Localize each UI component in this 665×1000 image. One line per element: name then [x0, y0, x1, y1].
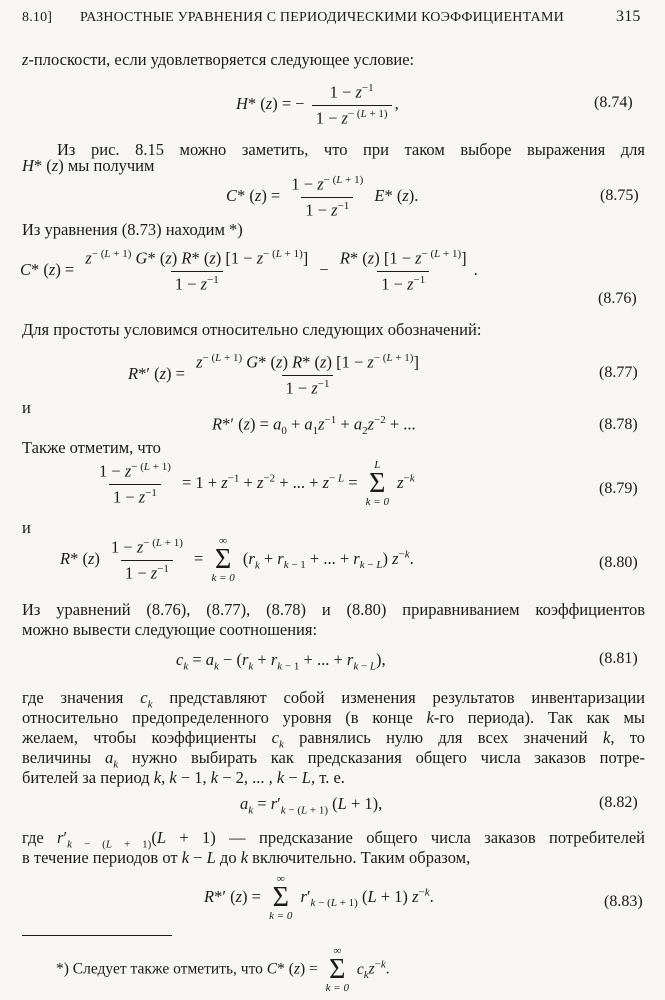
equation-8-82: $a_k = r'_{k - (L + 1)}$ (L + 1),: [240, 794, 383, 817]
footnote-rule: [22, 935, 172, 936]
equation-8-80: R* (z) $\frac{1 - z^{- (L + 1)}}{1 - z^{-1}}$ = ∞ Σ k = 0 ($r_k + r_{k - 1}$ + ... + $r_{k - L}$) $z^{-k}$.: [60, 535, 414, 584]
paragraph-z-plane: z-плоскости, если удовлетворяется следующее условие:: [22, 50, 415, 69]
equation-number-8-74: (8.74): [594, 94, 633, 111]
equation-8-74: H* (z) = − $\frac{1 - z^{-1}}{1 - z^{- (L + 1)}}$ ,: [236, 82, 399, 127]
paragraph-figure-line2: H* (z) мы получим: [22, 156, 155, 175]
paragraph-equate-line2: можно вывести следующие соотношения:: [22, 620, 318, 639]
paragraph-also-note: Также отметим, что: [22, 438, 161, 457]
equation-8-76: C* (z) = $\frac{z^{- (L + 1)} G* (z) R* (z) [1 - z^{- (L + 1)}]}{1 - z^{-1}}$ − $\frac{R* (z) [1 - z^{- (L + 1)}]}{1 - z^{-1}}$ .: [20, 248, 478, 293]
conjunction-and-1: и: [22, 398, 31, 417]
paragraph-values-line5: бителей за период k, k − 1, k − 2, ... , k − L, т. е.: [22, 768, 345, 787]
paragraph-notation: Для простоты условимся относительно следующих обозначений:: [22, 320, 482, 339]
equation-number-8-78: (8.78): [599, 416, 638, 433]
equation-number-8-80: (8.80): [599, 554, 638, 571]
equation-8-77: R*′ (z) = $\frac{z^{- (L + 1)} G* (z) R* (z) [1 - z^{- (L + 1)}]}{1 - z^{-1}}$: [128, 352, 419, 397]
paragraph-values-line2: относительно предопределенного уровня (в конце k-го периода). Так как мы: [22, 708, 645, 727]
equation-number-8-83: (8.83): [604, 893, 643, 910]
paragraph-values-line1: где значения $c_k$ представляют собой изменения результатов инвентаризации: [22, 688, 645, 711]
equation-8-78: R*′ $(z) = a_0 + a_1z^{-1} + a_2z^{-2}$ + ...: [212, 414, 416, 437]
section-number: 8.10]: [22, 10, 53, 25]
equation-8-79: $\frac{1 - z^{- (L + 1)}}{1 - z^{-1}}$ = $1 + z^{-1} + z^{-2}$ + ... + $z^{- L}$ = L Σ k = 0 $z^{-k}$: [99, 459, 415, 508]
conjunction-and-2: и: [22, 518, 31, 537]
page-number: 315: [616, 8, 641, 25]
equation-8-75: C* (z) = $\frac{1 - z^{- (L + 1)}}{1 - z^{-1}}$ E* (z).: [226, 174, 419, 219]
equation-number-8-75: (8.75): [600, 187, 639, 204]
equation-number-8-77: (8.77): [599, 364, 638, 381]
equation-number-8-79: (8.79): [599, 480, 638, 497]
paragraph-values-line3: желаем, чтобы коэффициенты $c_k$ равнялись нулю для всех значений k, то: [22, 728, 645, 751]
equation-number-8-82: (8.82): [599, 794, 638, 811]
paragraph-equate-line1: Из уравнений (8.76), (8.77), (8.78) и (8.80) приравниванием коэффициентов: [22, 600, 645, 619]
footnote: *) Следует также отметить, что C* (z) = ∞ Σ k = 0 $c_kz^{-k}$.: [56, 945, 390, 994]
paragraph-from-eq-8-73: Из уравнения (8.73) находим *): [22, 220, 243, 239]
equation-8-81: $c_k = a_k - (r_k + r_{k - 1}$ + ... + $r_{k - L}$),: [176, 650, 386, 673]
equation-number-8-76: (8.76): [598, 290, 637, 307]
paragraph-figure-line1: Из рис. 8.15 можно заметить, что при таком выборе выражения для: [57, 140, 645, 159]
running-title: РАЗНОСТНЫЕ УРАВНЕНИЯ С ПЕРИОДИЧЕСКИМИ КОЭФФИЦИЕНТАМИ: [80, 10, 564, 25]
paragraph-values-line4: величины $a_k$ нужно выбирать как предсказания общего числа заказов потре-: [22, 748, 645, 771]
equation-8-83: R*′ (z) = ∞ Σ k = 0 $r'_{k - (L + 1)}$ (L + 1) $z^{-k}$.: [204, 873, 434, 922]
paragraph-prediction-line2: в течение периодов от k − L до k включительно. Таким образом,: [22, 848, 471, 867]
equation-number-8-81: (8.81): [599, 650, 638, 667]
paragraph-prediction-line1: где $r'_{k - (L + 1)}(L + 1)$ — предсказание общего числа заказов потребителей: [22, 828, 645, 851]
